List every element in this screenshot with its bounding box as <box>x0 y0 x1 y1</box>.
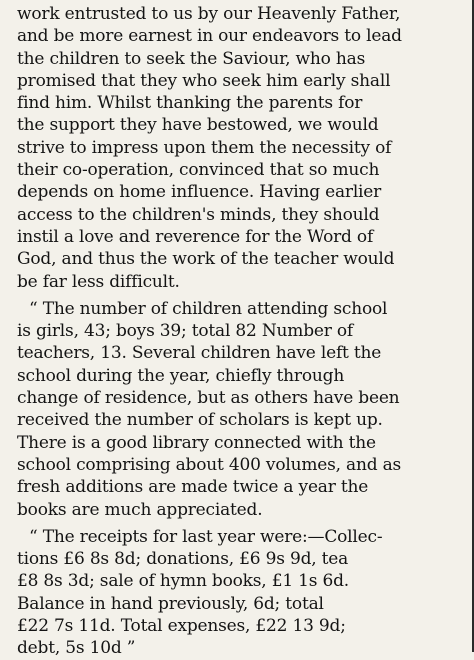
text-line: change of residence, but as others have been <box>17 388 400 409</box>
text-line: school comprising about 400 volumes, and as <box>17 454 402 475</box>
paragraph-1 <box>17 3 460 293</box>
text-line: fresh additions are made twice a year the <box>17 477 369 498</box>
text-line: “ The receipts for last year were:—Collec- <box>29 526 383 547</box>
text-line: access to the children's minds, they should <box>17 204 380 225</box>
paragraph-2 <box>17 298 460 521</box>
text-line: instil a love and reverence for the Word of <box>17 226 374 247</box>
text-line: school during the year, chiefly through <box>17 365 345 386</box>
text-line: work entrusted to us by our Heavenly Father, <box>17 4 401 24</box>
paragraph-3 <box>17 526 460 660</box>
text-line: £8 8s 3d; sale of hymn books, £1 1s 6d. <box>17 571 349 592</box>
text-line: promised that they who seek him early shall <box>17 70 391 91</box>
text-line: is girls, 43; boys 39; total 82 Number of <box>17 321 354 342</box>
text-line: their co-operation, convinced that so much <box>17 160 380 181</box>
text-line: strive to impress upon them the necessity of <box>17 137 392 158</box>
text-line: and be more earnest in our endeavors to lead <box>17 26 402 47</box>
text-line: the support they have bestowed, we would <box>17 115 379 136</box>
text-line: debt, 5s 10d ” <box>17 638 136 659</box>
text-line: There is a good library connected with the <box>17 432 376 453</box>
text-line: tions £6 8s 8d; donations, £6 9s 9d, tea <box>17 549 349 570</box>
text-line: books are much appreciated. <box>17 499 263 520</box>
text-line: the children to seek the Saviour, who has <box>17 48 366 69</box>
text-line: received the number of scholars is kept up. <box>17 410 383 431</box>
text-line: teachers, 13. Several children have left the <box>17 343 382 364</box>
text-line: depends on home influence. Having earlier <box>17 182 382 203</box>
text-line: be far less difficult. <box>17 271 180 292</box>
text-line: “ The number of children attending school <box>29 298 388 319</box>
text-line: God, and thus the work of the teacher would <box>17 249 395 270</box>
text-line: find him. Whilst thanking the parents for <box>17 93 363 114</box>
text-line: Balance in hand previously, 6d; total <box>17 593 324 614</box>
text-line: £22 7s 11d. Total expenses, £22 13 9d; <box>17 616 346 637</box>
